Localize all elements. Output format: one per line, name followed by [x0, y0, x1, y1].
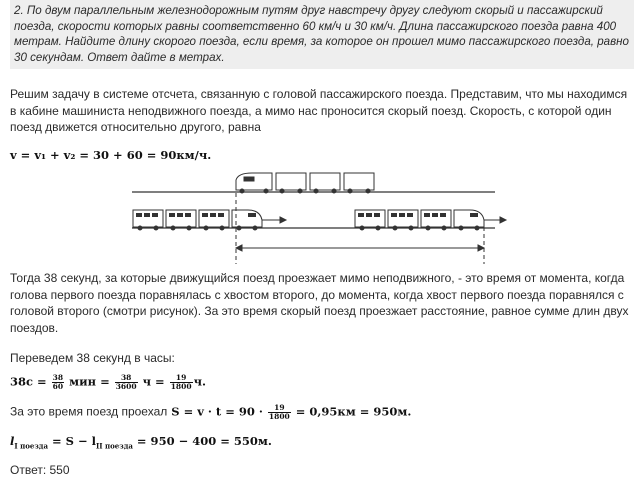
distance-formula	[10, 404, 634, 421]
distance-prefix: За это время поезд проехал	[10, 404, 168, 419]
train-bottom-right	[355, 210, 484, 230]
length-formula	[10, 434, 634, 450]
length-rhs: = 950 − 400 = 550м.	[136, 434, 272, 448]
distance-arrow	[236, 245, 484, 251]
convert-label: Переведем 38 секунд в часы:	[10, 351, 175, 365]
arrow-right-train	[484, 217, 506, 223]
time-formula	[10, 374, 634, 391]
train-top	[236, 173, 374, 193]
problem-statement: 2. По двум параллельным железнодорожным путям друг навстречу другу следуют скорый и пассажирский поезда, скорости которых равны соответственно 60 км/ч и 30 км/ч. Длина пассажирского поезда равна 400 метрам. Найдите длину скорого поезда, если время, за которое он прошел мимо пассажирского поезда, равно 30 секундам. Ответ дайте в метрах.	[10, 0, 634, 69]
train-bottom-left	[133, 210, 262, 230]
answer: Ответ: 550	[10, 463, 70, 477]
speed-formula: v = v₁ + v₂ = 30 + 60 = 90км/ч.	[10, 148, 212, 162]
arrow-left-train	[262, 217, 286, 223]
length-mid: = S − l	[52, 434, 96, 448]
length-sub1: I поезда	[14, 441, 49, 451]
fraction-38-60: $\frac{38}{60}$	[52, 373, 64, 391]
fraction-38-3600: $\frac{38}{3600}$	[115, 373, 137, 391]
solution-intro: Решим задачу в системе отсчета, связанную с головой пассажирского поезда. Представим, что мы находимся в кабине машиниста неподвижного поезда, а мимо нас проносится скорый поезд. Скорость, с которой один поезд движется относительно другого, равна	[10, 87, 628, 135]
distance-lhs: S = v · t = 90 ·	[171, 404, 263, 419]
time-mid1: мин =	[69, 374, 110, 389]
fraction-19-1800: $\frac{19}{1800}$	[170, 373, 192, 391]
distance-rhs: = 0,95км = 950м.	[295, 404, 412, 419]
trains-diagram	[120, 168, 520, 266]
fraction-19-1800-dist: $\frac{19}{1800}$	[268, 403, 290, 421]
length-sub2: II поезда	[96, 441, 133, 451]
length-symbol: l	[10, 434, 15, 448]
time-mid2: ч =	[142, 374, 165, 389]
time-lhs: 38с =	[10, 374, 47, 389]
solution-explanation: Тогда 38 секунд, за которые движущийся поезд проезжает мимо неподвижного, - это время от момента, когда голова первого поезда поравнялась с хвостом второго, до момента, когда хвост первого поезда поравнялся с головой второго (смотри рисунок). За это время скорый поезд проезжает расстояние, равное сумме длин двух поездов.	[10, 271, 629, 335]
time-end: ч.	[193, 374, 206, 389]
